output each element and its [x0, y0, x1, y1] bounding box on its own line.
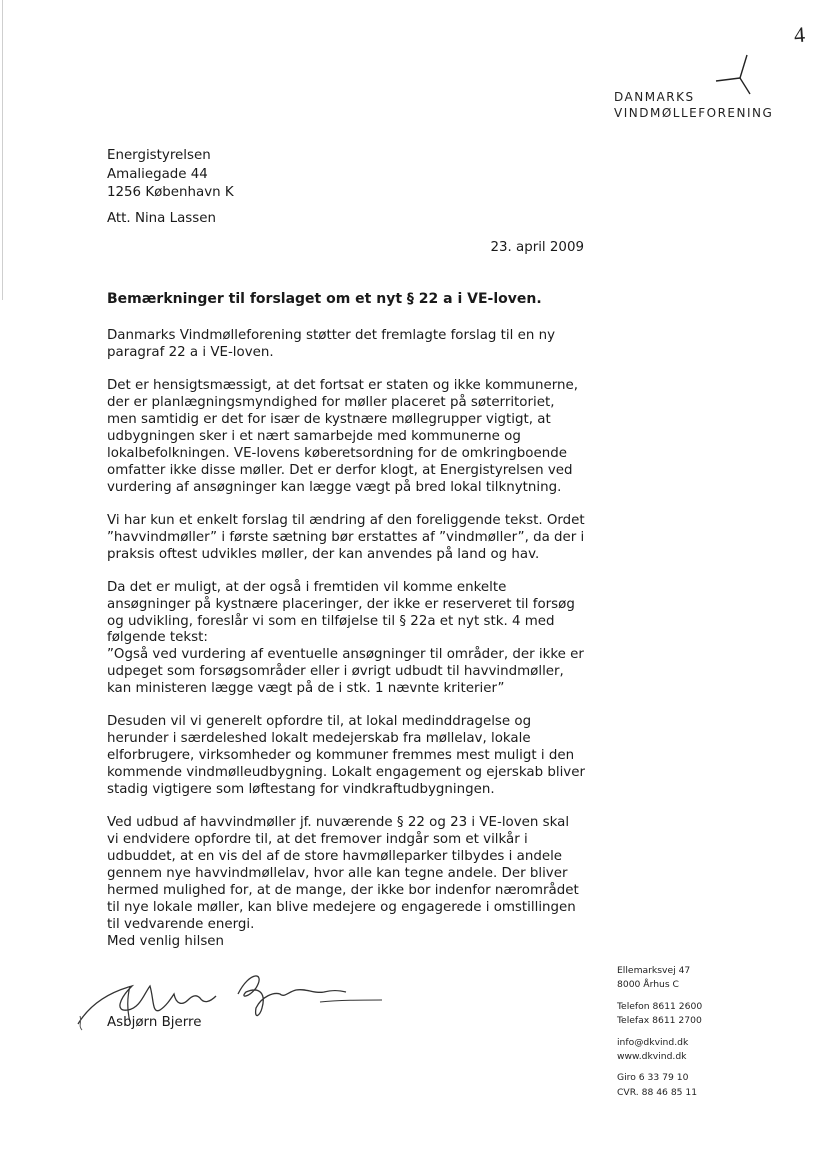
paragraph [107, 815, 607, 933]
text-line: hermed mulighed for, at de mange, der ikke bor indenfor nærområdet [107, 882, 579, 898]
contact-website: www.dkvind.dk [617, 1051, 687, 1063]
text-line: Ved udbud af havvindmøller jf. nuværende § 22 og 23 i VE-loven skal [107, 815, 570, 831]
text-line: paragraf 22 a i VE-loven. [107, 344, 274, 360]
recipient-line: Amaliegade 44 [107, 166, 208, 182]
text-line: der er planlægningsmyndighed for møller placeret på søterritoriet, [107, 395, 555, 411]
text-line: men samtidig er det for især de kystnære møllegrupper vigtigt, at [107, 411, 551, 427]
text-line: vi endvidere opfordre til, at det fremover indgår som et vilkår i [107, 832, 528, 848]
association-logo [614, 52, 774, 124]
text-line: Da det er muligt, at der også i fremtiden vil komme enkelte [107, 579, 507, 595]
contact-info [617, 964, 702, 1100]
paragraph [107, 714, 607, 799]
text-line: udbygningen sker i et nært samarbejde med kommunerne og [107, 428, 521, 444]
recipient-line: 1256 København K [107, 185, 234, 200]
text-line: ”Også ved vurdering af eventuelle ansøgninger til områder, der ikke er [107, 647, 584, 663]
text-line: praksis oftest udvikles møller, der kan anvendes på land og hav. [107, 546, 540, 562]
text-line: gennem nye havvindmøllelav, hvor alle kan tegne andele. Der bliver [107, 865, 568, 881]
contact-phone: Telefon 8611 2600 [617, 1000, 703, 1012]
wind-turbine-icon [710, 52, 754, 96]
letter-body [107, 328, 607, 934]
paragraph [107, 328, 607, 362]
letter-date: 23. april 2009 [490, 240, 584, 255]
signer-name: Asbjørn Bjerre [107, 1015, 202, 1030]
text-line: følgende tekst: [107, 630, 208, 646]
text-line: elforbrugere, virksomheder og kommuner fremmes mest muligt i den [107, 748, 575, 764]
text-line: lokalbefolkningen. VE-lovens køberetsordning for de omkringboende [107, 445, 567, 461]
logo-text-line1: DANMARKS [614, 90, 695, 104]
text-line: omfatter ikke disse møller. Det er derfor klogt, at Energistyrelsen ved [107, 462, 573, 478]
text-line: kan ministeren lægge vægt på de i stk. 1 nævnte kriterier” [107, 681, 505, 697]
text-line: udbuddet, at en vis del af de store havmølleparker tilbydes i andele [107, 849, 563, 865]
contact-giro: Giro 6 33 79 10 [617, 1072, 689, 1084]
text-line: vurdering af ansøgninger kan lægge vægt på bred lokal tilknytning. [107, 479, 562, 495]
contact-city: 8000 Århus C [617, 979, 679, 991]
recipient-line: Energistyrelsen [107, 148, 211, 163]
text-line: og udvikling, foreslår vi som en tilføjelse til § 22a et nyt stk. 4 med [107, 613, 555, 629]
paragraph [107, 513, 607, 564]
text-line: ansøgninger på kystnære placeringer, der ikke er reserveret til forsøg [107, 596, 575, 612]
text-line: kommende vindmølleudbygning. Lokalt engagement og ejerskab bliver [107, 765, 585, 781]
paragraph [107, 378, 607, 496]
handwritten-page-number: 4 [793, 21, 806, 48]
attention-line: Att. Nina Lassen [107, 211, 216, 226]
text-line: udpeget som forsøgsområder eller i øvrigt udbudt til havvindmøller, [107, 664, 564, 680]
scan-margin-line [2, 0, 3, 300]
contact-email: info@dkvind.dk [617, 1036, 689, 1048]
paragraph [107, 580, 607, 698]
letter-subject: Bemærkninger til forslaget om et nyt § 22 a i VE-loven. [107, 291, 542, 307]
text-line: til vedvarende energi. [107, 916, 255, 932]
contact-cvr: CVR. 88 46 85 11 [617, 1086, 698, 1098]
recipient-address [107, 147, 234, 203]
text-line: stadig vigtigere som løftestang for vindkraftudbygningen. [107, 782, 495, 798]
text-line: Vi har kun et enkelt forslag til ændring af den foreliggende tekst. Ordet [107, 512, 585, 528]
text-line: Danmarks Vindmølleforening støtter det fremlagte forslag til en ny [107, 328, 555, 343]
contact-street: Ellemarksvej 47 [617, 965, 691, 976]
logo-text-line2: VINDMØLLEFORENING [614, 106, 774, 120]
closing-phrase: Med venlig hilsen [107, 934, 225, 949]
contact-fax: Telefax 8611 2700 [617, 1015, 702, 1027]
text-line: Det er hensigtsmæssigt, at det fortsat er staten og ikke kommunerne, [107, 378, 579, 394]
text-line: til nye lokale møller, kan blive medejere og engagerede i omstillingen [107, 899, 576, 915]
text-line: ”havvindmøller” i første sætning bør erstattes af ”vindmøller”, da der i [107, 529, 585, 545]
text-line: herunder i særdeleshed lokalt medejerskab fra møllelav, lokale [107, 731, 531, 747]
text-line: Desuden vil vi generelt opfordre til, at lokal medinddragelse og [107, 714, 532, 730]
